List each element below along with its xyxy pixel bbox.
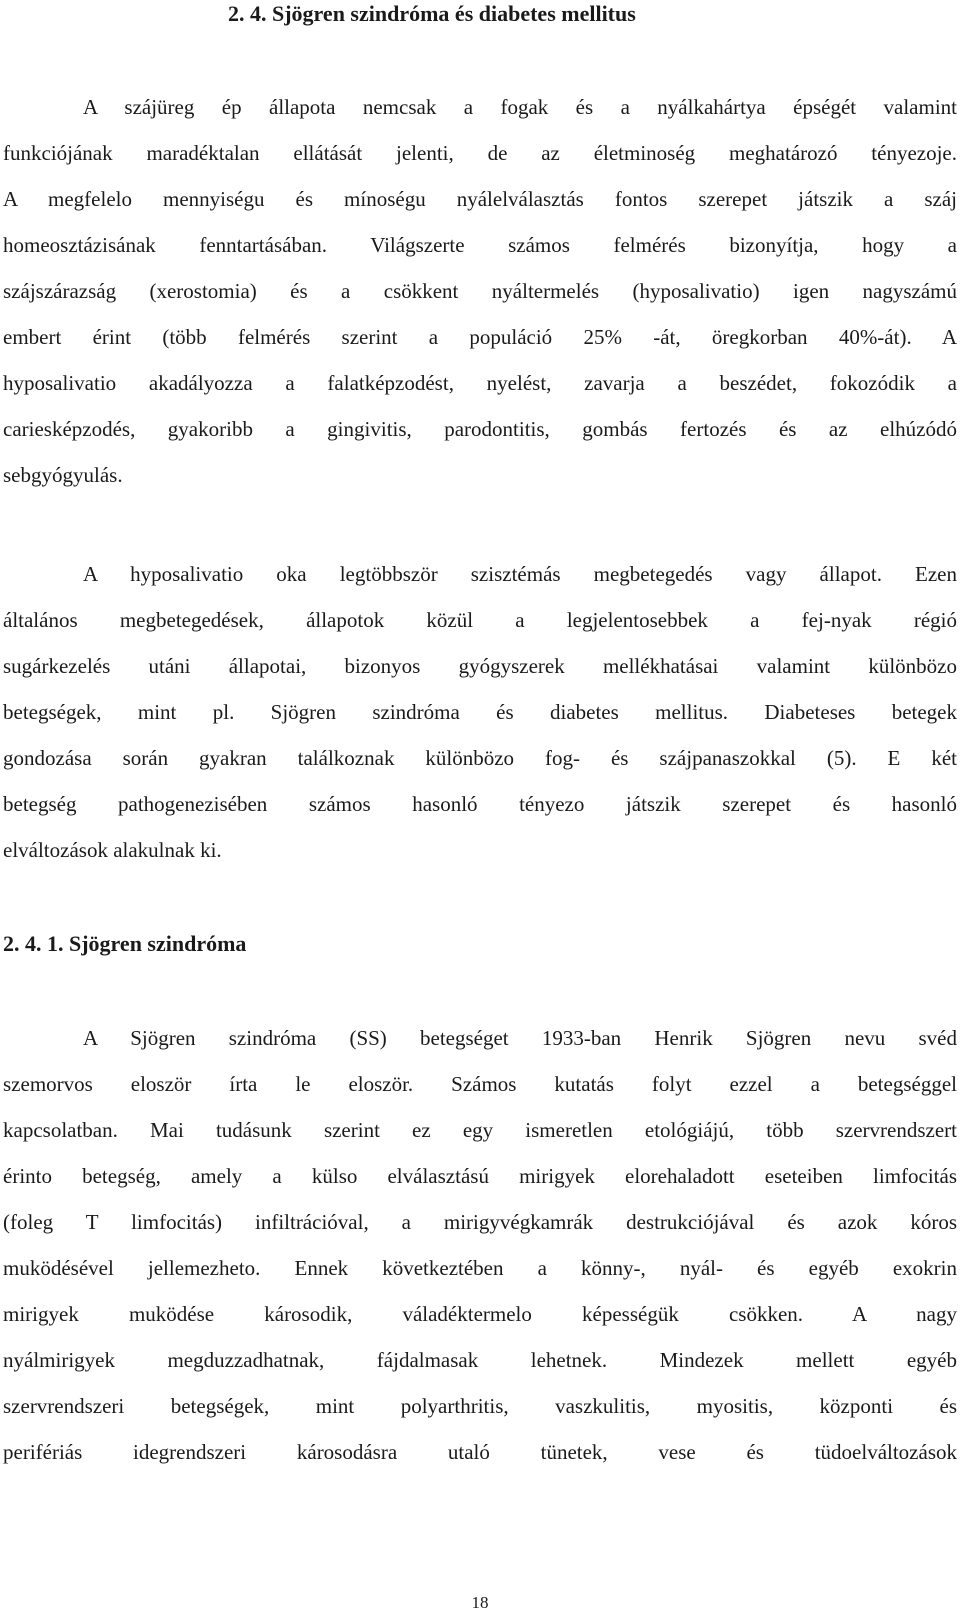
text-line: általános megbetegedések, állapotok közül a legjelentosebbek a fej-nyak régió bbox=[3, 608, 957, 632]
text-line: perifériás idegrendszeri károsodásra utaló tünetek, vese és tüdoelváltozások bbox=[3, 1440, 957, 1464]
text-line: cariesképzodés, gyakoribb a gingivitis, parodontitis, gombás fertozés és az elhúzódó bbox=[3, 417, 957, 441]
text-line: érinto betegség, amely a külso elválasztású mirigyek elorehaladott eseteiben limfocitás bbox=[3, 1164, 957, 1188]
text-line: embert érint (több felmérés szerint a populáció 25% -át, öregkorban 40%-át). A bbox=[3, 325, 957, 349]
text-line: muködésével jellemezheto. Ennek következtében a könny-, nyál- és egyéb exokrin bbox=[3, 1256, 957, 1280]
text-line: kapcsolatban. Mai tudásunk szerint ez egy ismeretlen etológiájú, több szervrendszert bbox=[3, 1118, 957, 1142]
text-line: elváltozások alakulnak ki. bbox=[3, 838, 222, 862]
text-line: A megfelelo mennyiségu és mínoségu nyálelválasztás fontos szerepet játszik a száj bbox=[3, 187, 957, 211]
paragraph-2 bbox=[3, 551, 957, 873]
text-line: A szájüreg ép állapota nemcsak a fogak és a nyálkahártya épségét valamint bbox=[83, 95, 957, 119]
text-line: A Sjögren szindróma (SS) betegséget 1933-ban Henrik Sjögren nevu svéd bbox=[83, 1026, 957, 1050]
paragraph-1 bbox=[3, 84, 957, 498]
text-line: A hyposalivatio oka legtöbbször szisztémás megbetegedés vagy állapot. Ezen bbox=[83, 562, 957, 586]
section-title: 2. 4. Sjögren szindróma és diabetes mellitus bbox=[228, 1, 636, 26]
text-line: nyálmirigyek megduzzadhatnak, fájdalmasak lehetnek. Mindezek mellett egyéb bbox=[3, 1348, 957, 1372]
paragraph-3 bbox=[3, 1015, 957, 1475]
text-line: betegség pathogenezisében számos hasonló tényezo játszik szerepet és hasonló bbox=[3, 792, 957, 816]
text-line: funkciójának maradéktalan ellátását jelenti, de az életminoség meghatározó tényezoje. bbox=[3, 141, 957, 165]
text-line: sugárkezelés utáni állapotai, bizonyos gyógyszerek mellékhatásai valamint különbözo bbox=[3, 654, 957, 678]
text-line: szemorvos eloször írta le eloször. Számos kutatás folyt ezzel a betegséggel bbox=[3, 1072, 957, 1096]
text-line: gondozása során gyakran találkoznak különbözo fog- és szájpanaszokkal (5). E két bbox=[3, 746, 957, 770]
page-number: 18 bbox=[471, 1593, 489, 1612]
text-line: homeosztázisának fenntartásában. Világszerte számos felmérés bizonyítja, hogy a bbox=[3, 233, 957, 257]
subsection-title: 2. 4. 1. Sjögren szindróma bbox=[3, 931, 247, 956]
text-line: betegségek, mint pl. Sjögren szindróma és diabetes mellitus. Diabeteses betegek bbox=[3, 700, 957, 724]
text-line: hyposalivatio akadályozza a falatképzodést, nyelést, zavarja a beszédet, fokozódik a bbox=[3, 371, 957, 395]
text-line: szervrendszeri betegségek, mint polyarthritis, vaszkulitis, myositis, központi és bbox=[3, 1394, 957, 1418]
text-line: mirigyek muködése károsodik, váladéktermelo képességük csökken. A nagy bbox=[3, 1302, 957, 1326]
text-line: szájszárazság (xerostomia) és a csökkent nyáltermelés (hyposalivatio) igen nagyszámú bbox=[3, 279, 957, 303]
text-line: (foleg T limfocitás) infiltrációval, a mirigyvégkamrák destrukciójával és azok kóros bbox=[3, 1210, 957, 1234]
text-line: sebgyógyulás. bbox=[3, 463, 123, 487]
